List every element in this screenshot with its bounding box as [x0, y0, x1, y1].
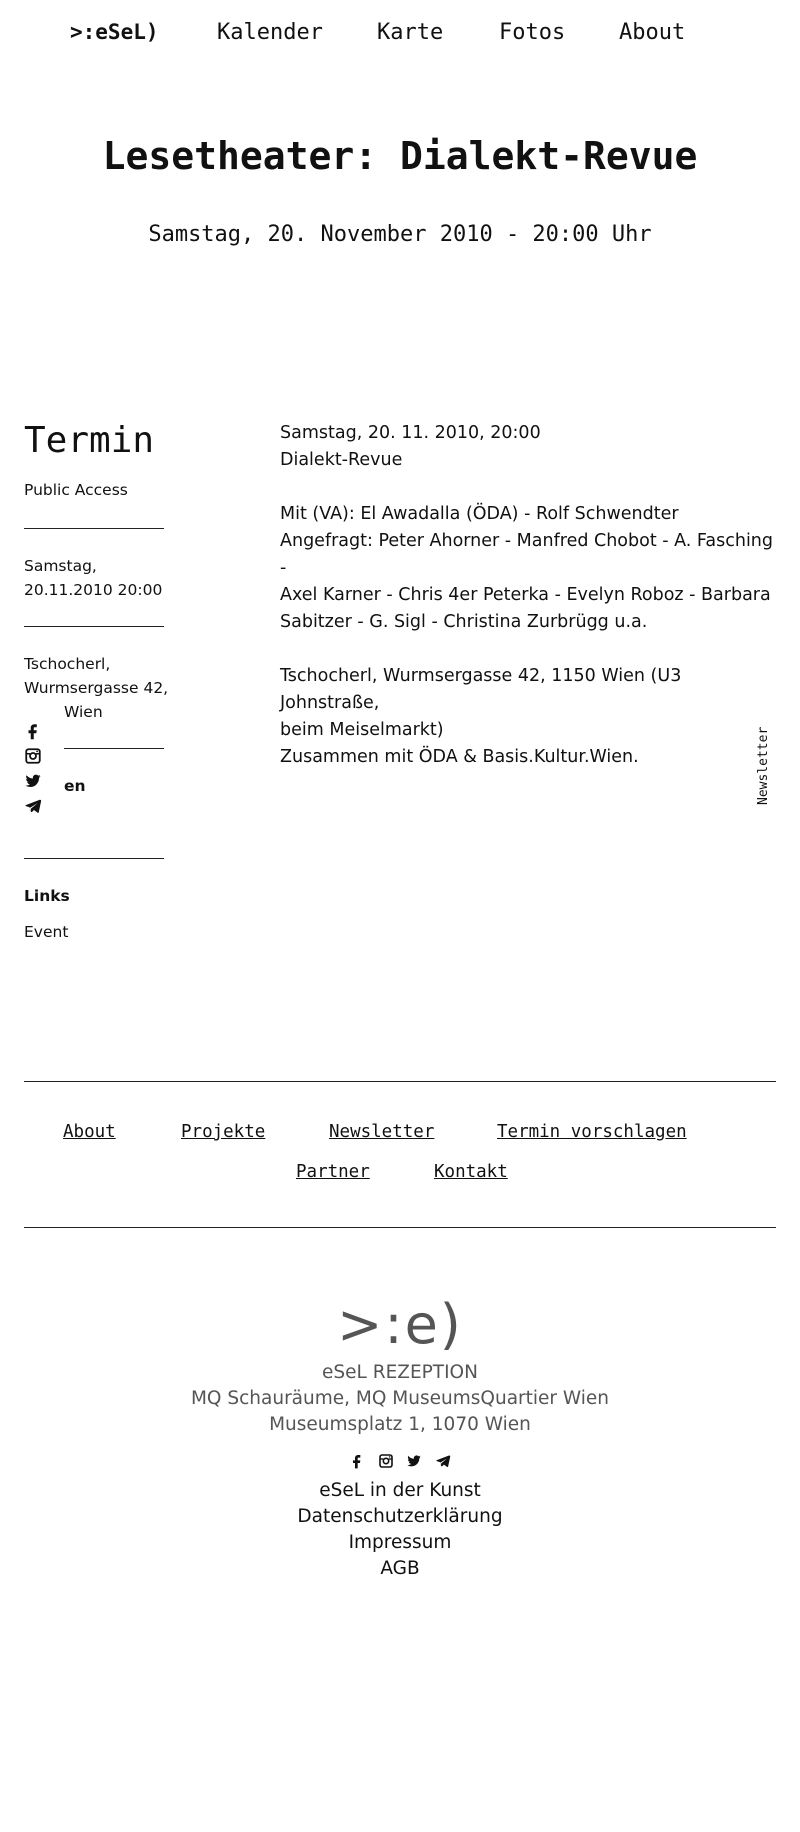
footer-link-agb[interactable]: AGB: [380, 1558, 420, 1579]
instagram-icon[interactable]: [378, 1453, 394, 1469]
footer-social: [0, 1452, 800, 1472]
footer-logo[interactable]: >:e): [337, 1293, 463, 1356]
nav-fotos[interactable]: Fotos: [499, 20, 566, 45]
facebook-icon[interactable]: [24, 722, 42, 740]
nav-karte[interactable]: Karte: [377, 20, 444, 45]
event-date-heading: Samstag, 20. November 2010 - 20:00 Uhr: [148, 222, 652, 247]
site-logo[interactable]: >:eSeL): [70, 20, 159, 44]
footer-org: eSeL REZEPTION: [322, 1362, 478, 1383]
venue-line-3[interactable]: Wien: [64, 703, 103, 721]
footer-address: Museumsplatz 1, 1070 Wien: [269, 1414, 531, 1435]
description-line: Sabitzer - G. Sigl - Christina Zurbrügg u.a.: [280, 612, 648, 632]
description-line: beim Meiselmarkt): [280, 720, 444, 740]
divider: [24, 528, 164, 529]
venue-line-1[interactable]: Tschocherl,: [24, 655, 111, 673]
facebook-icon[interactable]: [349, 1453, 365, 1469]
newsletter-tab[interactable]: [756, 725, 776, 805]
venue-line-2[interactable]: Wurmsergasse 42,: [24, 679, 169, 697]
divider: [24, 858, 164, 859]
sidebar-heading: Termin: [24, 420, 155, 461]
twitter-icon[interactable]: [406, 1453, 422, 1469]
twitter-icon[interactable]: [24, 772, 42, 790]
site-footer: [0, 1290, 800, 1582]
language-switch[interactable]: en: [64, 777, 86, 795]
footer-legal-links: [0, 1478, 800, 1582]
social-bar: [24, 722, 46, 822]
footer-link-termin-vorschlagen[interactable]: Termin vorschlagen: [497, 1122, 687, 1142]
footer-link-kunst[interactable]: eSeL in der Kunst: [319, 1480, 481, 1501]
footer-link-newsletter[interactable]: Newsletter: [329, 1122, 435, 1142]
description-line: Axel Karner - Chris 4er Peterka - Evelyn Roboz - Barbara: [280, 585, 771, 605]
date-line-1: Samstag,: [24, 557, 97, 575]
description-line: Samstag, 20. 11. 2010, 20:00: [280, 423, 541, 443]
footer-link-datenschutz[interactable]: Datenschutzerklärung: [297, 1506, 503, 1527]
description-line: Dialekt-Revue: [280, 450, 403, 470]
footer-link-kontakt[interactable]: Kontakt: [434, 1162, 508, 1182]
event-title: Lesetheater: Dialekt-Revue: [102, 134, 698, 178]
description-line: Mit (VA): El Awadalla (ÖDA) - Rolf Schwendter: [280, 504, 679, 524]
footer-link-projekte[interactable]: Projekte: [181, 1122, 266, 1142]
description-line: Angefragt: Peter Ahorner - Manfred Chobot - A. Fasching -: [280, 531, 773, 578]
description-line: Zusammen mit ÖDA & Basis.Kultur.Wien.: [280, 747, 639, 767]
footer-link-impressum[interactable]: Impressum: [348, 1532, 452, 1553]
event-description: [280, 420, 780, 771]
footer-divider: [24, 1081, 776, 1082]
footer-divider: [24, 1227, 776, 1228]
nav-about[interactable]: About: [619, 20, 686, 45]
category-label[interactable]: Public Access: [24, 481, 128, 499]
date-line-2: 20.11.2010 20:00: [24, 581, 163, 599]
description-line: Tschocherl, Wurmsergasse 42, 1150 Wien (U3 Johnstraße,: [280, 666, 682, 713]
divider: [64, 748, 164, 749]
event-link[interactable]: Event: [24, 923, 69, 941]
telegram-icon[interactable]: [24, 797, 42, 815]
nav-kalender[interactable]: Kalender: [217, 20, 323, 45]
footer-place: MQ Schauräume, MQ MuseumsQuartier Wien: [190, 1388, 610, 1409]
footer-link-partner[interactable]: Partner: [296, 1162, 370, 1182]
newsletter-tab-label: Newsletter: [756, 726, 771, 805]
divider: [24, 626, 164, 627]
footer-link-about[interactable]: About: [63, 1122, 116, 1142]
links-heading: Links: [24, 887, 70, 905]
telegram-icon[interactable]: [435, 1453, 451, 1469]
instagram-icon[interactable]: [24, 747, 42, 765]
